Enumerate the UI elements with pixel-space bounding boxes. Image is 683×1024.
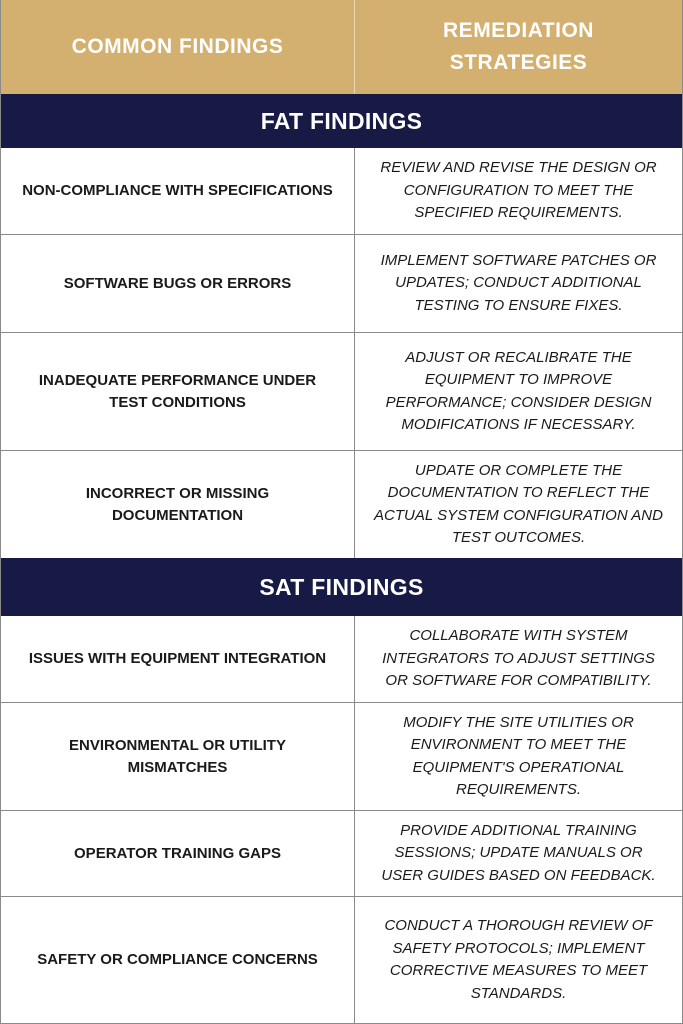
finding-text: DOCUMENTATION (111, 506, 244, 524)
section-header-fat (1, 94, 682, 148)
finding-cell (1, 235, 355, 332)
finding-text: SOFTWARE BUGS OR ERRORS (63, 274, 292, 292)
finding-cell (1, 148, 355, 234)
finding-cell (1, 333, 355, 450)
header-remediation-label-line1: REMEDIATION (443, 19, 594, 42)
finding-cell (1, 616, 355, 702)
header-common-findings (1, 0, 355, 94)
finding-cell (1, 451, 355, 558)
strategy-text: OR SOFTWARE FOR COMPATIBILITY. (385, 672, 652, 690)
strategy-text: MODIFY THE SITE UTILITIES OR (403, 713, 634, 731)
section-title: FAT FINDINGS (260, 107, 423, 134)
strategy-text: ADJUST OR RECALIBRATE THE (405, 348, 632, 366)
table-row (1, 148, 682, 234)
finding-text: INADEQUATE PERFORMANCE UNDER (38, 371, 317, 389)
strategy-text: EQUIPMENT'S OPERATIONAL (412, 758, 625, 776)
strategy-text: STANDARDS. (470, 984, 567, 1002)
strategy-text: PROVIDE ADDITIONAL TRAINING (400, 821, 637, 839)
strategy-cell (355, 235, 682, 332)
strategy-text: CONFIGURATION TO MEET THE (403, 181, 634, 199)
finding-cell (1, 703, 355, 810)
section-header-sat (1, 558, 682, 616)
strategy-text: ACTUAL SYSTEM CONFIGURATION AND (374, 506, 663, 524)
table-row (1, 810, 682, 896)
strategy-cell (355, 616, 682, 702)
strategy-text: SAFETY PROTOCOLS; IMPLEMENT (392, 939, 645, 957)
finding-text: ENVIRONMENTAL OR UTILITY (69, 736, 286, 754)
table-row (1, 450, 682, 558)
finding-text: ISSUES WITH EQUIPMENT INTEGRATION (28, 650, 327, 667)
strategy-text: SESSIONS; UPDATE MANUALS OR (394, 844, 643, 862)
strategy-text: MODIFICATIONS IF NECESSARY. (401, 416, 636, 433)
finding-text: TEST CONDITIONS (109, 393, 246, 411)
table-row (1, 332, 682, 450)
strategy-text: IMPLEMENT SOFTWARE PATCHES OR (380, 251, 657, 269)
section-title: SAT FINDINGS (259, 573, 424, 600)
table-row (1, 616, 682, 702)
strategy-text: COLLABORATE WITH SYSTEM (409, 627, 628, 645)
strategy-cell (355, 811, 682, 896)
strategy-text: SPECIFIED REQUIREMENTS. (414, 204, 623, 222)
strategy-text: EQUIPMENT TO IMPROVE (424, 371, 613, 388)
finding-text: OPERATOR TRAINING GAPS (74, 844, 281, 862)
strategy-text: USER GUIDES BASED ON FEEDBACK. (381, 866, 656, 884)
strategy-text: UPDATE OR COMPLETE THE (414, 461, 623, 479)
finding-text: MISMATCHES (127, 758, 228, 776)
strategy-cell (355, 703, 682, 810)
strategy-text: ENVIRONMENT TO MEET THE (410, 736, 627, 753)
table-row (1, 702, 682, 810)
table-row (1, 234, 682, 332)
strategy-text: CORRECTIVE MEASURES TO MEET (389, 962, 648, 979)
strategy-text: UPDATES; CONDUCT ADDITIONAL (395, 274, 642, 292)
strategy-text: DOCUMENTATION TO REFLECT THE (387, 484, 650, 501)
strategy-text: CONDUCT A THOROUGH REVIEW OF (384, 917, 653, 934)
table-header (1, 0, 682, 94)
header-common-findings-label: COMMON FINDINGS (71, 35, 284, 58)
strategy-text: TESTING TO ENSURE FIXES. (414, 296, 623, 314)
strategy-text: INTEGRATORS TO ADJUST SETTINGS (382, 649, 655, 667)
header-remediation-label-line2: STRATEGIES (449, 51, 588, 74)
header-remediation-strategies (355, 0, 682, 94)
finding-cell (1, 811, 355, 896)
strategy-cell (355, 333, 682, 450)
finding-text: SAFETY OR COMPLIANCE CONCERNS (37, 951, 318, 968)
finding-text: INCORRECT OR MISSING (85, 484, 270, 502)
strategy-text: REVIEW AND REVISE THE DESIGN OR (380, 159, 657, 177)
strategy-cell (355, 148, 682, 234)
strategy-text: PERFORMANCE; CONSIDER DESIGN (385, 393, 652, 411)
finding-text: NON-COMPLIANCE WITH SPECIFICATIONS (22, 182, 333, 199)
strategy-cell (355, 451, 682, 558)
strategy-text: REQUIREMENTS. (455, 781, 581, 798)
table-row (1, 896, 682, 1023)
strategy-cell (355, 897, 682, 1023)
strategy-text: TEST OUTCOMES. (451, 529, 586, 546)
finding-cell (1, 897, 355, 1023)
